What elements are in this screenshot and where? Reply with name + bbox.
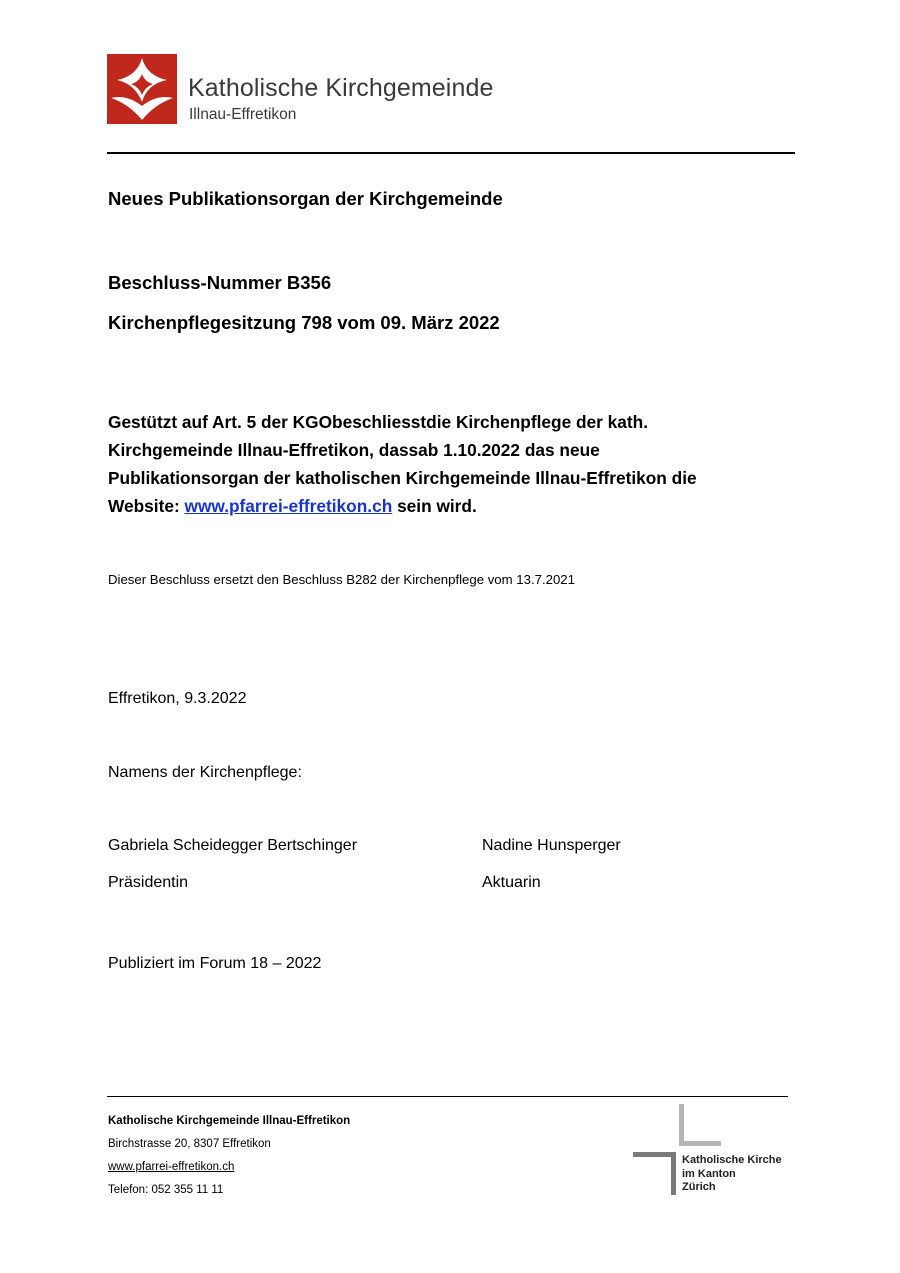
footer-divider: [107, 1096, 788, 1097]
logo-org-subtitle: Illnau-Effretikon: [189, 106, 297, 123]
place-date: Effretikon, 9.3.2022: [108, 690, 247, 707]
footer-website-link[interactable]: www.pfarrei-effretikon.ch: [108, 1161, 235, 1173]
footer-phone: Telefon: 052 355 11 11: [108, 1184, 224, 1196]
signer-2-name: Nadine Hunsperger: [482, 837, 621, 854]
cantonal-church-text: [682, 1154, 782, 1195]
body-line-4: [108, 492, 798, 520]
header-divider: [107, 152, 795, 154]
logo-org-name: Katholische Kirchgemeinde: [188, 74, 494, 102]
website-link[interactable]: www.pfarrei-effretikon.ch: [184, 496, 393, 516]
body-line-3: Publikationsorgan der katholischen Kirchgemeinde Illnau-Effretikon die: [108, 468, 697, 488]
signer-1-role: Präsidentin: [108, 874, 189, 891]
body-line-4-prefix: Website:: [108, 496, 180, 516]
published-in: Publiziert im Forum 18 – 2022: [108, 955, 322, 972]
parish-logo-icon: [107, 54, 177, 124]
decision-number: Beschluss-Nummer B356: [108, 272, 332, 293]
footer-org-name: Katholische Kirchgemeinde Illnau-Effretikon: [108, 1115, 351, 1127]
kk-line-2: im Kanton: [682, 1167, 736, 1180]
on-behalf-label: Namens der Kirchenpflege:: [108, 764, 302, 781]
decision-body: [108, 408, 798, 520]
signer-2-role: Aktuarin: [482, 874, 541, 891]
body-line-1: Gestützt auf Art. 5 der KGObeschliesstdie Kirchenpflege der kath.: [108, 412, 649, 432]
body-line-4-suffix: sein wird.: [397, 496, 477, 516]
replace-note: Dieser Beschluss ersetzt den Beschluss B282 der Kirchenpflege vom 13.7.2021: [108, 572, 575, 587]
kk-line-1: Katholische Kirche: [682, 1154, 782, 1166]
signer-1-name: Gabriela Scheidegger Bertschinger: [108, 837, 358, 854]
session-line: Kirchenpflegesitzung 798 vom 09. März 2022: [108, 312, 500, 333]
body-line-2: Kirchgemeinde Illnau-Effretikon, dassab 1.10.2022 das neue: [108, 440, 600, 460]
kk-line-3: Zürich: [682, 1181, 716, 1193]
document-title: Neues Publikationsorgan der Kirchgemeinde: [108, 188, 503, 209]
footer-address: Birchstrasse 20, 8307 Effretikon: [108, 1138, 271, 1150]
